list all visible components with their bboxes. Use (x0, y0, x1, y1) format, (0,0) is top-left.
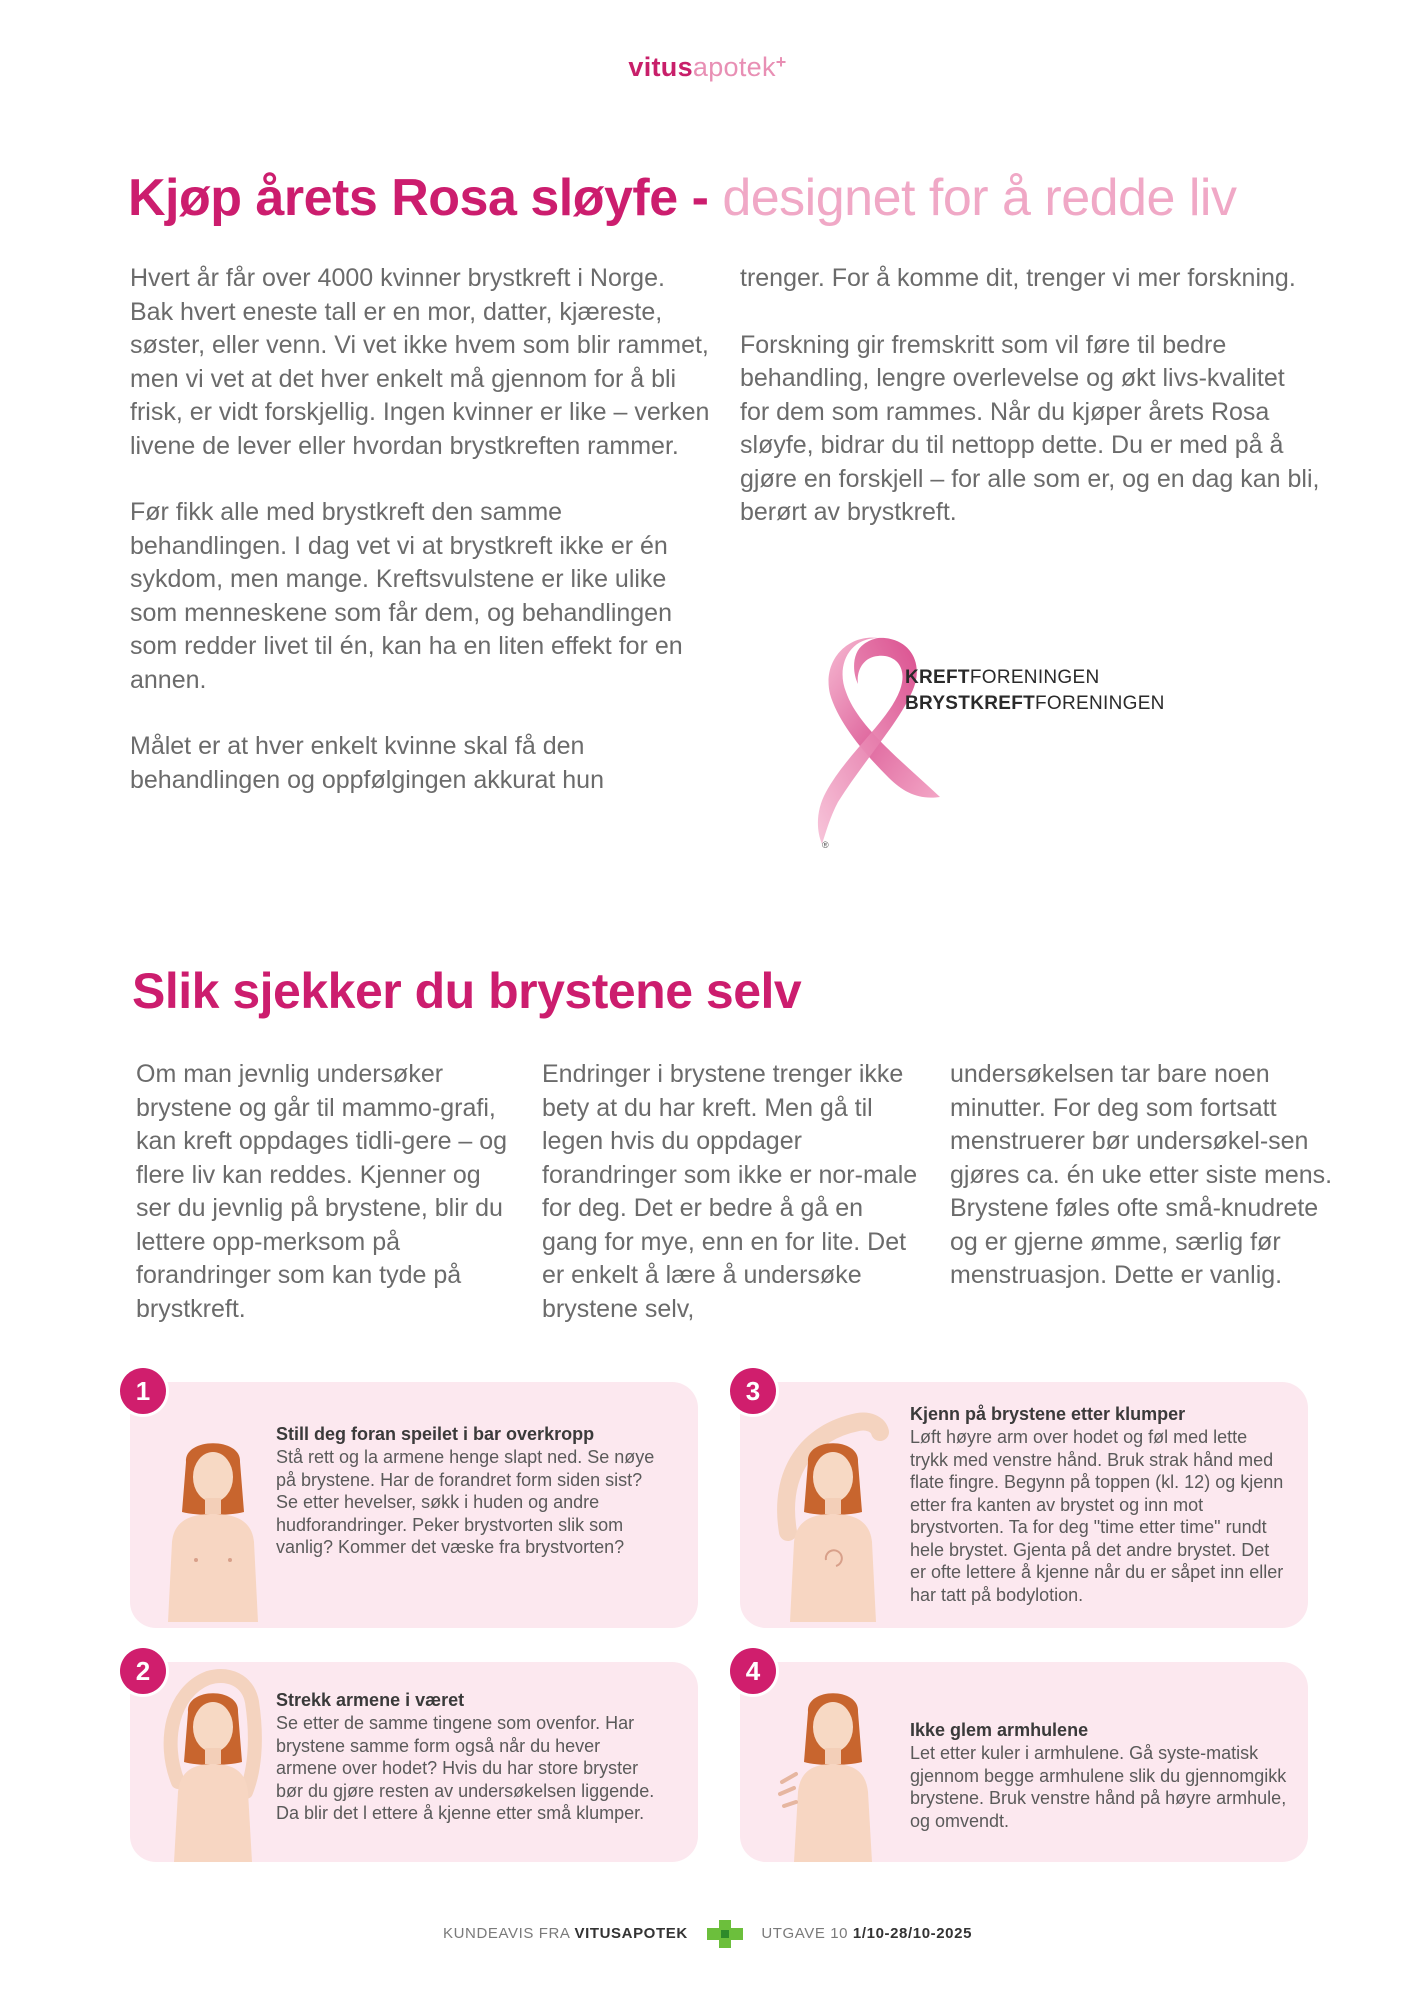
footer-dates: 1/10-28/10-2025 (852, 1924, 973, 1942)
org2-bold: BRYSTKREFT (905, 693, 1036, 714)
footer-issue: UTGAVE 10 (761, 1924, 849, 1942)
org1-rest: FORENINGEN (969, 667, 1100, 688)
step-card-3 (740, 1382, 1308, 1628)
step-title: Kjenn på brystene etter klumper (910, 1404, 1186, 1424)
article2-column-2: Endringer i brystene trenger ikke bety at du har kreft. Men gå til legen hvis du oppdager forandringer som ikke er nor-male for deg. Det er bedre å gå en gang for mye, enn en for lite. Det er enkelt å lære å undersøke brystene selv, (542, 1060, 918, 1323)
step-number-badge: 4 (730, 1648, 776, 1694)
woman-armpit-figure-icon (768, 1662, 898, 1862)
article-title-bold: Kjøp årets Rosa sløyfe - (128, 169, 709, 227)
step-card-2 (130, 1662, 698, 1862)
logo-plus: + (775, 52, 787, 72)
step-text: Se etter de samme tingene som ovenfor. Har brystene samme form også når du hever armene over hodet? Hvis du har store bryster bør du gjøre resten av undersøkelsen liggende. Da blir det l ettere å kjenne etter små klumper. (276, 1713, 655, 1823)
step-number-badge: 2 (120, 1648, 166, 1694)
woman-arms-up-figure-icon (148, 1662, 278, 1862)
footer-prefix: KUNDEAVIS FRA (442, 1924, 570, 1942)
organization-names (905, 665, 1165, 717)
step-number-badge: 3 (730, 1368, 776, 1414)
pharmacy-cross-icon (707, 1920, 743, 1948)
logo-part1: vitus (628, 52, 693, 82)
org2-rest: FORENINGEN (1035, 693, 1165, 714)
step-card-1 (130, 1382, 698, 1628)
step-title: Ikke glem armhulene (910, 1720, 1089, 1740)
step-text: Løft høyre arm over hodet og føl med lette trykk med venstre hånd. Bruk strak hånd med flate fingre. Begynn på toppen (kl. 12) og kjenn etter fra kanten av brystet og inn mot brystvorten. Ta for deg "time etter time" rundt hele brystet. Gjenta på det andre brystet. Det er ofte lettere å kjenne når du er såpet inn eller har tatt på bodylotion. (910, 1427, 1284, 1605)
vitusapotek-logo (0, 52, 1415, 83)
footer-brand: VITUSAPOTEK (574, 1924, 688, 1942)
article2-column-3: undersøkelsen tar bare noen minutter. For deg som fortsatt menstruerer bør undersøkel-sen gjøres ca. én uke etter siste mens. Brystene føles ofte små-knudrete og er gjerne ømme, særlig før menstruasjon. Dette er vanlig. (950, 1060, 1333, 1289)
org1-bold: KREFT (905, 667, 970, 688)
step-title: Still deg foran speilet i bar overkropp (276, 1424, 595, 1444)
step-text: Let etter kuler i armhulene. Gå syste-matisk gjennom begge armhulene slik du gjennomgikk brystene. Bruk venstre hånd på høyre armhule, og omvendt. (910, 1743, 1287, 1831)
article1-paragraph: Før fikk alle med brystkreft den samme behandlingen. I dag vet vi at brystkreft ikke er én sykdom, men mange. Kreftsvulstene er like ulike som menneskene som får dem, og behandlingen som redder livet til én, kan ha en liten effekt for en annen. (130, 498, 683, 694)
article-title-light: designet for å redde liv (722, 169, 1237, 227)
woman-figure-icon (158, 1432, 268, 1622)
article1-column-1 (130, 262, 710, 830)
registered-mark: ® (822, 840, 829, 850)
step-text: Stå rett og la armene henge slapt ned. Se nøye på brystene. Har de forandret form siden sist? Se etter hevelser, søkk i huden og andre hudforandringer. Peker brystvorten slik som vanlig? Kommer det væske fra brystvorten? (276, 1447, 655, 1557)
step-card-4 (740, 1662, 1308, 1862)
woman-raised-arm-figure-icon (768, 1412, 898, 1622)
article-title (128, 168, 1236, 228)
article1-paragraph: Hvert år får over 4000 kvinner brystkreft i Norge. Bak hvert eneste tall er en mor, datter, kjæreste, søster, eller venn. Vi vet ikke hvem som blir rammet, men vi vet at det hver enkelt må gjennom for å bli frisk, er vidt forskjellig. Ingen kvinner er like – verken livene de lever eller hvordan brystkreften rammer. (130, 264, 710, 460)
article1-paragraph: Målet er at hver enkelt kvinne skal få den behandlingen og oppfølgingen akkurat hun (130, 732, 604, 794)
article1-column-2 (740, 262, 1320, 563)
article1-paragraph: trenger. For å komme dit, trenger vi mer forskning. (740, 264, 1296, 292)
kreftforeningen-label (905, 665, 1165, 691)
brystkreftforeningen-label (905, 691, 1165, 717)
logo-part2: apotek (692, 52, 776, 82)
footer (0, 1920, 1415, 1948)
step-number-badge: 1 (120, 1368, 166, 1414)
step-title: Strekk armene i været (276, 1690, 465, 1710)
article2-column-1: Om man jevnlig undersøker brystene og går til mammo-grafi, kan kreft oppdages tidli-gere – og flere liv kan reddes. Kjenner og ser du jevnlig på brystene, blir du lettere opp-merksom på forandringer som kan tyde på brystkreft. (136, 1060, 508, 1323)
section-title: Slik sjekker du brystene selv (132, 963, 802, 1019)
article1-paragraph: Forskning gir fremskritt som vil føre til bedre behandling, lengre overlevelse og økt livs-kvalitet for dem som rammes. Når du kjøper årets Rosa sløyfe, bidrar du til nettopp dette. Du er med på å gjøre en forskjell – for alle som er, og en dag kan bli, berørt av brystkreft. (740, 330, 1320, 526)
